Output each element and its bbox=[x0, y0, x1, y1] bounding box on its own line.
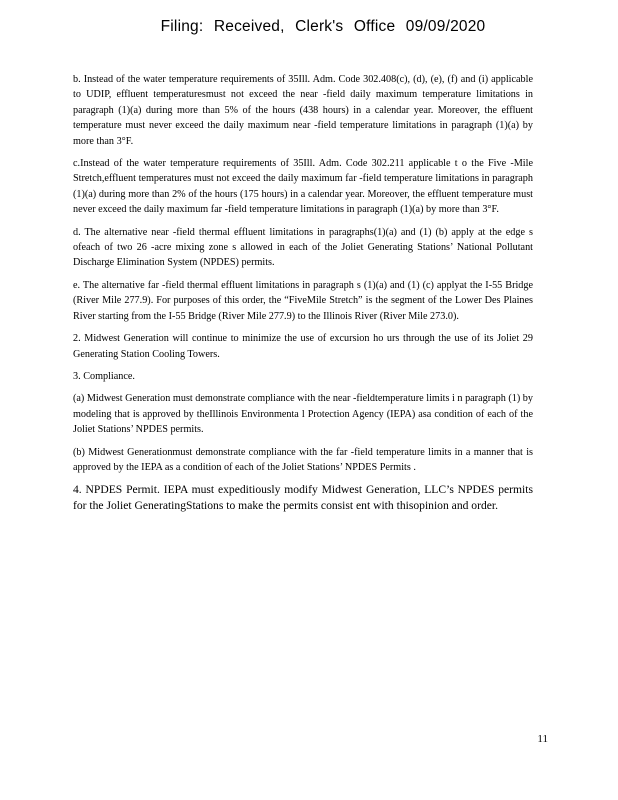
paragraph-4: 4. NPDES Permit. IEPA must expeditiously modify Midwest Generation, LLC’s NPDES permits for the Joliet GeneratingStations to make the permits consist ent with thisopinion and order. bbox=[73, 483, 533, 512]
paragraph-3-heading: 3. Compliance. bbox=[73, 370, 135, 382]
paragraph-b: b. Instead of the water temperature requirements of 35Ill. Adm. Code 302.408(c), (d), (e), (f) and (i) applicable to UDIP, effluent temperaturesmust not exceed the near -field daily maximum temperature limitations in paragraph (1)(a) during more than 5% of the hours (438 hours) in a calendar year. Moreover, the effluent temperature must never exceed the daily maximum near -field temperature limitations in paragraph (1)(a) by more than 3°F. bbox=[73, 74, 533, 147]
paragraph-2: 2. Midwest Generation will continue to minimize the use of excursion ho urs through the use of its Joliet 29 Generating Station Cooling Towers. bbox=[73, 333, 533, 360]
document-body bbox=[73, 72, 533, 520]
page-number: 11 bbox=[537, 733, 548, 745]
paragraph-d: d. The alternative near -field thermal effluent limitations in paragraphs(1)(a) and (1) (b) apply at the edge s ofeach of two 26 -acre mixing zone s allowed in each of the Joliet Generating Stations’ National Pollutant Discharge Elimination System (NPDES) permits. bbox=[73, 226, 533, 269]
paragraph-e: e. The alternative far -field thermal effluent limitations in paragraph s (1)(a) and (1) (c) applyat the I-55 Bridge (River Mile 277.9). For purposes of this order, the “FiveMile Stretch” is the segment of the Lower Des Plaines River starting from the I-55 Bridge (River Mile 277.9) to the Illinois River (River Mile 273.0). bbox=[73, 279, 533, 322]
paragraph-3b: (b) Midwest Generationmust demonstrate compliance with the far -field temperature limits in a manner that is approved by the IEPA as a condition of each of the Joliet Stations’ NPDES Permits . bbox=[73, 446, 533, 473]
filing-stamp-header: Filing: Received, Clerk's Office 09/09/2020 bbox=[160, 18, 486, 35]
paragraph-3a: (a) Midwest Generation must demonstrate compliance with the near -fieldtemperature limits i n paragraph (1) by modeling that is approved by theIllinois Environmenta l Protection Agency (IEPA) asa condition of each of the Joliet Stations’ NPDES permits. bbox=[73, 393, 533, 436]
paragraph-c: c.Instead of the water temperature requirements of 35Ill. Adm. Code 302.211 applicable t o the Five -Mile Stretch,effluent temperatures must not exceed the daily maximum far -field temperature limitations in paragraph (1)(a) during more than 2% of the hours (175 hours) in a calendar year. Moreover, the effluent temperature must never exceed the daily maximum far -field temperature limitations in paragraph (1)(a) by more than 3°F. bbox=[73, 158, 533, 216]
